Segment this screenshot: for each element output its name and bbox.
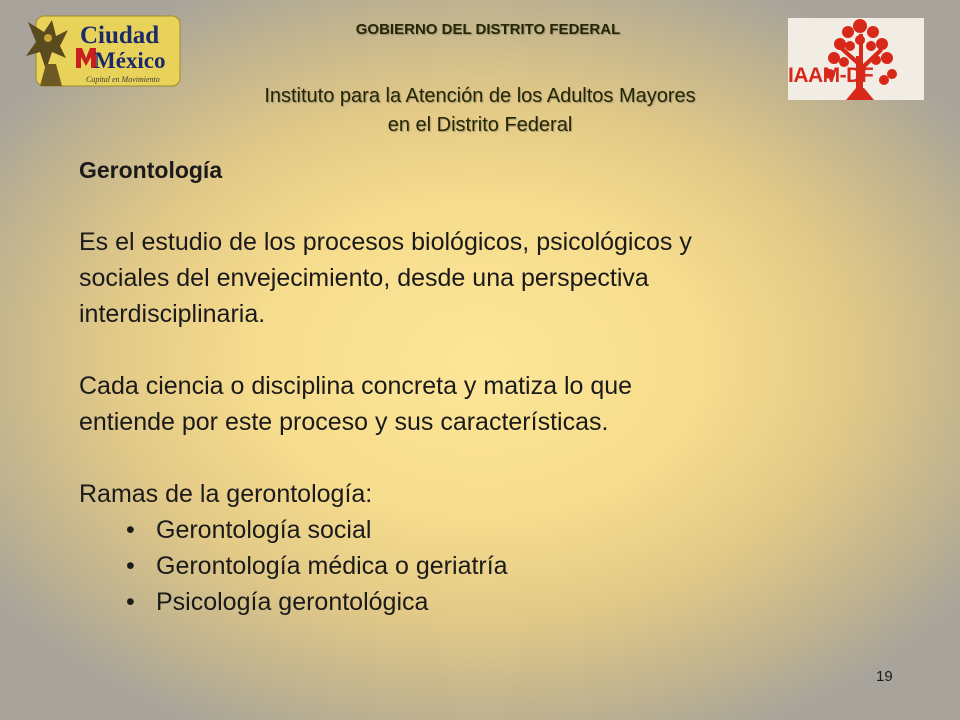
list-item xyxy=(79,512,879,548)
institute-heading-line1: Instituto para la Atención de los Adultos Mayores xyxy=(264,85,696,107)
government-heading: GOBIERNO DEL DISTRITO FEDERAL xyxy=(355,21,621,38)
branches-list xyxy=(79,512,879,620)
paragraph1-line1: Es el estudio de los procesos biológicos, psicológicos y xyxy=(79,228,692,256)
logo-left-tagline: Capital en Movimiento xyxy=(86,75,160,84)
logo-left-line1: Ciudad xyxy=(80,22,160,49)
bullet-icon: • xyxy=(126,588,135,616)
institute-heading-line2: en el Distrito Federal xyxy=(387,114,573,136)
list-item-label: Psicología gerontológica xyxy=(156,588,429,616)
slide-title: Gerontología xyxy=(79,157,223,183)
bullet-icon: • xyxy=(126,516,135,544)
logo-left-line2: México xyxy=(94,48,166,73)
list-item xyxy=(79,584,879,620)
list-item-label: Gerontología social xyxy=(156,516,372,544)
list-item xyxy=(79,548,879,584)
bullet-icon: • xyxy=(126,552,135,580)
paragraph1-line3: interdisciplinaria. xyxy=(79,300,266,328)
list-item-label: Gerontología médica o geriatría xyxy=(156,552,508,580)
paragraph2-line1: Cada ciencia o disciplina concreta y matiza lo que xyxy=(79,372,633,400)
branches-heading: Ramas de la gerontología: xyxy=(79,480,373,508)
page-number: 19 xyxy=(876,668,893,685)
logo-right-text: IAAM-DF xyxy=(788,64,874,87)
iaam-df-logo xyxy=(788,18,924,100)
paragraph2-line2: entiende por este proceso y sus características. xyxy=(79,408,609,436)
slide-content xyxy=(79,152,879,620)
paragraph1-line2: sociales del envejecimiento, desde una perspectiva xyxy=(79,264,649,292)
